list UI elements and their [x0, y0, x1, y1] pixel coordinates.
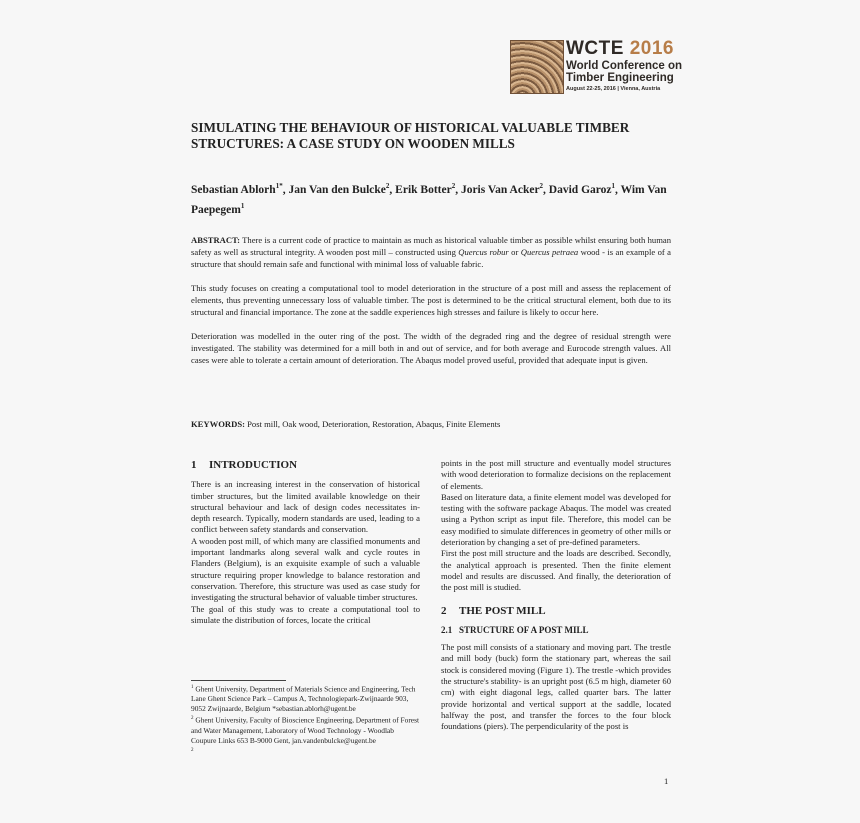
- body-paragraph: There is an increasing interest in the conservation of historical timber structures, but the limited available knowledge on their structural behaviour and lack of design codes necessitates in-depth research. Typically, modern standards are used, leading to a conflict between safety standards and conservation.: [191, 479, 420, 535]
- author: Jan Van den Bulcke$^2$,: [288, 182, 396, 196]
- paper-title: SIMULATING THE BEHAVIOUR OF HISTORICAL VALUABLE TIMBER STRUCTURES: A CASE STUDY ON WOODEN MILLS: [191, 120, 630, 151]
- right-column: [441, 458, 671, 733]
- footnote: $^2$ Ghent University, Faculty of Bioscience Engineering, Department of Forest and Water Management, Laboratory of Wood Technology - Woodlab Coupure Links 653 B-9000 Gent, jan.vandenbulcke@ugent.be: [191, 715, 419, 745]
- footnote: $^1$ Ghent University, Department of Materials Science and Engineering, Tech Lane Ghent Science Park – Campus A, Technologiepark-Zwijnaarde 903, 9052 Zwijnaarde, Belgium *sebastian.ablorh@ugent.be: [191, 684, 416, 714]
- logo-text: [566, 38, 686, 92]
- conference-logo: [510, 38, 683, 96]
- abstract-label: ABSTRACT:: [191, 235, 241, 245]
- author: Sebastian Ablorh$^{1*}$,: [191, 182, 289, 196]
- body-paragraph: The post mill consists of a stationary and moving part. The trestle and mill body (buck) form the stationary part, whereas the sail stock is considered moving (Figure 1). The trestle -which provides the structure's stability- is an upright post (6.5 m high, diameter 60 cm) with eight diagonal legs, called quarter bars. The latter provide horizontal and vertical support at the saddle, located halfway the post, and transfer the forces to the four block foundations (piers). The perpendicularity of the post is: [441, 642, 671, 732]
- footnote-divider: [191, 680, 286, 681]
- footnotes: [191, 683, 420, 757]
- body-paragraph: The goal of this study was to create a computational tool to simulate the distribution of forces, locate the critical: [191, 603, 420, 625]
- abstract-paragraph: Deterioration was modelled in the outer ring of the post. The width of the degraded ring and the degree of residual strength were investigated. The stability was determined for a mill both in and out of service, and for both average and Eurocode strength values. All cases were able to tolerate a certain amount of deterioration. The Abaqus model proved useful, provided that adequate input is given.: [191, 331, 671, 365]
- keywords-label: KEYWORDS:: [191, 419, 245, 429]
- abstract: [191, 234, 671, 378]
- author-list: [191, 178, 671, 218]
- section-heading-post-mill: 2 THE POST MILL: [441, 604, 546, 617]
- section-heading-introduction: 1 INTRODUCTION: [191, 459, 298, 471]
- body-paragraph: Based on literature data, a finite element model was developed for testing with the software package Abaqus. The model was created using a Python script as input file. Therefore, this model can be easy modified to simulate differences in geometry of other mills or deterioration by changing a set of pre-defined parameters.: [441, 491, 671, 548]
- author: Wim Van Paepegem$^1$: [191, 183, 667, 216]
- body-paragraph: First the post mill structure and the loads are described. Secondly, the analytical approach is presented. Then the finite element model and results are discussed. And finally, the deterioration of the post mill is studied.: [441, 548, 671, 593]
- abstract-paragraph: This study focuses on creating a computational tool to model deterioration in the structure of a post mill and assess the replacement of elements, thus preventing unnecessary loss of valuable timber. The post is determined to be the critical structural element, both due to its structural and financial importance. The zone at the saddle experiences high stresses and failure is likely to occur here.: [191, 283, 671, 317]
- subsection-heading-structure: 2.1 STRUCTURE OF A POST MILL: [441, 624, 589, 635]
- logo-line2: Timber Engineering: [566, 72, 674, 84]
- logo-dates: August 22-25, 2016 | Vienna, Austria: [566, 86, 661, 92]
- author: Joris Van Acker$^2$,: [460, 182, 549, 196]
- keywords: KEYWORDS: Post mill, Oak wood, Deterioration, Restoration, Abaqus, Finite Elements: [191, 419, 501, 429]
- logo-line1: World Conference on: [566, 60, 683, 72]
- abstract-paragraph: ABSTRACT: There is a current code of practice to maintain as much as historical valuable timber as possible whilst ensuring both human safety as well as structural integrity. A wooden post mill – constructed using Quercus robur or Quercus petraea wood - is an example of a structure that should remain safe and functional with minimal loss of valuable fabric.: [191, 235, 671, 269]
- page-number: 1: [664, 776, 669, 786]
- body-paragraph: points in the post mill structure and eventually model structures with wood deterioration to formalize decisions on the replacement of elements.: [441, 458, 671, 491]
- left-column: [191, 460, 420, 626]
- wood-rings-logo-icon: [510, 40, 564, 94]
- body-paragraph: A wooden post mill, of which many are classified monuments and important landmarks along several walk and cycle routes in Flanders (Belgium), is an exquisite example of such a valuable structure requiring proper knowledge to balance restoration and conservation. Therefore, this structure was used as case study for investigating the structural behavior of valuable timber structures.: [191, 535, 420, 603]
- logo-brand: WCTE 2016: [566, 38, 674, 59]
- author: Erik Botter$^2$,: [395, 182, 461, 196]
- author: David Garoz$^1$,: [548, 182, 621, 196]
- footnote: 2: [191, 747, 194, 753]
